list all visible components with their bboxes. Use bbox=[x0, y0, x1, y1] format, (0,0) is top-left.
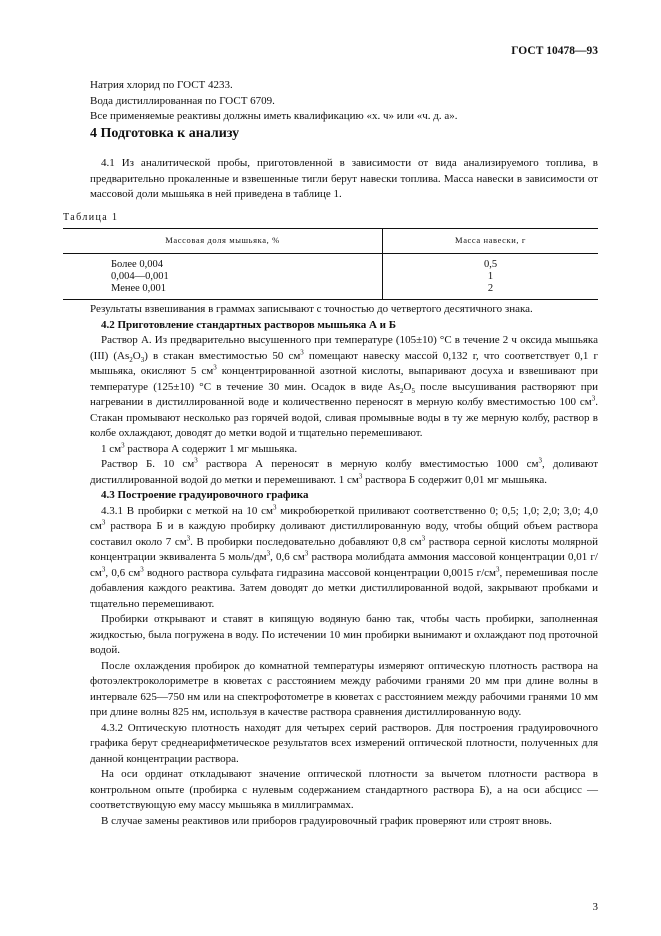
reagent-line: Натрия хлорид по ГОСТ 4233. bbox=[90, 79, 233, 91]
mass-value: 1 bbox=[487, 271, 494, 282]
section-4-title: 4 Подготовка к анализу bbox=[90, 126, 240, 141]
table-1 bbox=[63, 228, 598, 300]
fraction-value: Менее 0,001 bbox=[111, 283, 167, 294]
solution-b-paragraph: Раствор Б. 10 $см^3$ раствора А переносят в мерную колбу вместимостью 1000 $см^3$, доливают дистиллированной водой до метки и перемешивают. 1 $см^3$ раствора Б содержит 0,01 мг мышьяка. bbox=[90, 456, 599, 486]
table-header-row bbox=[63, 229, 598, 254]
section-4-2-title: 4.2 Приготовление стандартных растворов мышьяка А и Б bbox=[101, 318, 397, 331]
page-number: 3 bbox=[592, 901, 598, 913]
section-4-3-title: 4.3 Построение градуировочного графика bbox=[101, 489, 309, 501]
table-header-cell: Массовая доля мышьяка, % bbox=[63, 229, 383, 254]
paragraph-measurement: После охлаждения пробирок до комнатной температуры измеряют оптическую плотность раствора на фотоэлектроколориметре в кюветах с расстоянием между рабочими гранями 20 мм при длине волны в интервале 625—750 нм или на спектрофотометре в кюветах с расстоянием между рабочими гранями 10 мм при длине волны 825 нм, используя в качестве раствора сравнения дистиллированную воду. bbox=[90, 659, 598, 718]
reagents-list bbox=[90, 78, 598, 125]
table-header-cell: Масса навески, г bbox=[383, 229, 599, 254]
paragraph-recheck: В случае замены реактивов или приборов градуировочный график проверяют или строят вновь. bbox=[101, 814, 552, 827]
solution-a-paragraph: Раствор А. Из предварительно высушенного при температуре (105±10) °С в течение 2 ч оксида мышьяка (III) $(As_2O_3)$ в стакан вместимостью 50 $см^3$ помещают навеску массой 0,132 г, что соответствует 0,1 г мышьяка, окисляют 5 $см^3$ концентрированной азотной кислоты, выпаривают досуха и взвешивают при температуре (125±10) °С в течение 30 мин. Осадок в виде $As_2O_5$ после высушивания растворяют при нагревании в дистиллированной воде и количественно переносят в мерную колбу вместимостью 100 $см^3$. Стакан промывают несколько раз горячей водой, сливая промывные воды в ту же мерную колбу, раствор в колбе охлаждают, доводят до метки водой и тщательно перемешивают. bbox=[90, 334, 599, 439]
paragraph-4-3-1: 4.3.1 В пробирки с меткой на 10 $см^3$ микробюреткой приливают соответственно 0; 0,5; 1,0; 2,0; 3,0; 4,0 $см^3$ раствора Б и в каждую пробирку доливают дистиллированную воду, чтобы общий объем раствора составил около 7 $см^3$. В пробирки последовательно добавляют 0,8 $см^3$ раствора серной кислоты молярной концентрации эквивалента 5 моль/$дм^3$, 0,6 $см^3$ раствора молибдата аммония массовой концентрации 0,01 $г/см^3$, 0,6 $см^3$ водного раствора сульфата гидразина массовой концентрации 0,0015 $г/см^3$, перемешивая после добавления каждого реактива. Затем доводят до метки дистиллированной водой, закрывают пробками и тщательно перемешивают. bbox=[90, 502, 599, 610]
solution-a-content: 1 $см^3$ раствора А содержит 1 мг мышьяка. bbox=[101, 440, 298, 455]
mass-value: 2 bbox=[487, 283, 494, 294]
table-cell-fraction bbox=[63, 254, 383, 300]
reagent-line: Вода дистиллированная по ГОСТ 6709. bbox=[90, 94, 275, 107]
paragraph-axes: На оси ординат откладывают значение оптической плотности за вычетом плотности раствора в контрольном опыте (пробирка с нулевым содержанием стандартного раствора Б), а на оси абсцисс — соответствующую ему массу мышьяка в миллиграммах. bbox=[90, 768, 598, 811]
paragraph-4-3-2: 4.3.2 Оптическую плотность находят для четырех серий растворов. Для построения градуировочного графика берут среднеарифметическое результатов всех измерений оптической плотности, полученных для данной концентрации раствора. bbox=[90, 721, 598, 765]
main-text bbox=[90, 302, 598, 829]
paragraph-4-1 bbox=[90, 156, 598, 203]
reagent-line: Все применяемые реактивы должны иметь квалификацию «х. ч» или «ч. д. а». bbox=[90, 110, 458, 122]
standard-header: ГОСТ 10478—93 bbox=[511, 45, 598, 57]
paragraph-4-1-text: 4.1 Из аналитической пробы, приготовленной в зависимости от вида анализируемого топлива, в предварительно прокаленные и взвешенные тигли берут навески топлива. Масса навески в зависимости от массовой доли мышьяка в ней приведена в таблице 1. bbox=[90, 157, 598, 200]
table-cell-mass bbox=[383, 254, 599, 300]
paragraph-water-bath: Пробирки открывают и ставят в кипящую водяную баню так, чтобы часть пробирки, заполненная жидкостью, была погружена в воду. По истечении 10 мин пробирки вынимают и охлаждают под проточной водой. bbox=[90, 613, 598, 656]
after-table-text: Результаты взвешивания в граммах записывают с точностью до четвертого десятичного знака. bbox=[90, 303, 533, 315]
mass-value: 0,5 bbox=[483, 259, 498, 270]
table-row bbox=[63, 254, 598, 300]
table-caption: Таблица 1 bbox=[63, 212, 119, 223]
fraction-value: 0,004—0,001 bbox=[111, 271, 169, 282]
fraction-value: Более 0,004 bbox=[111, 259, 163, 270]
